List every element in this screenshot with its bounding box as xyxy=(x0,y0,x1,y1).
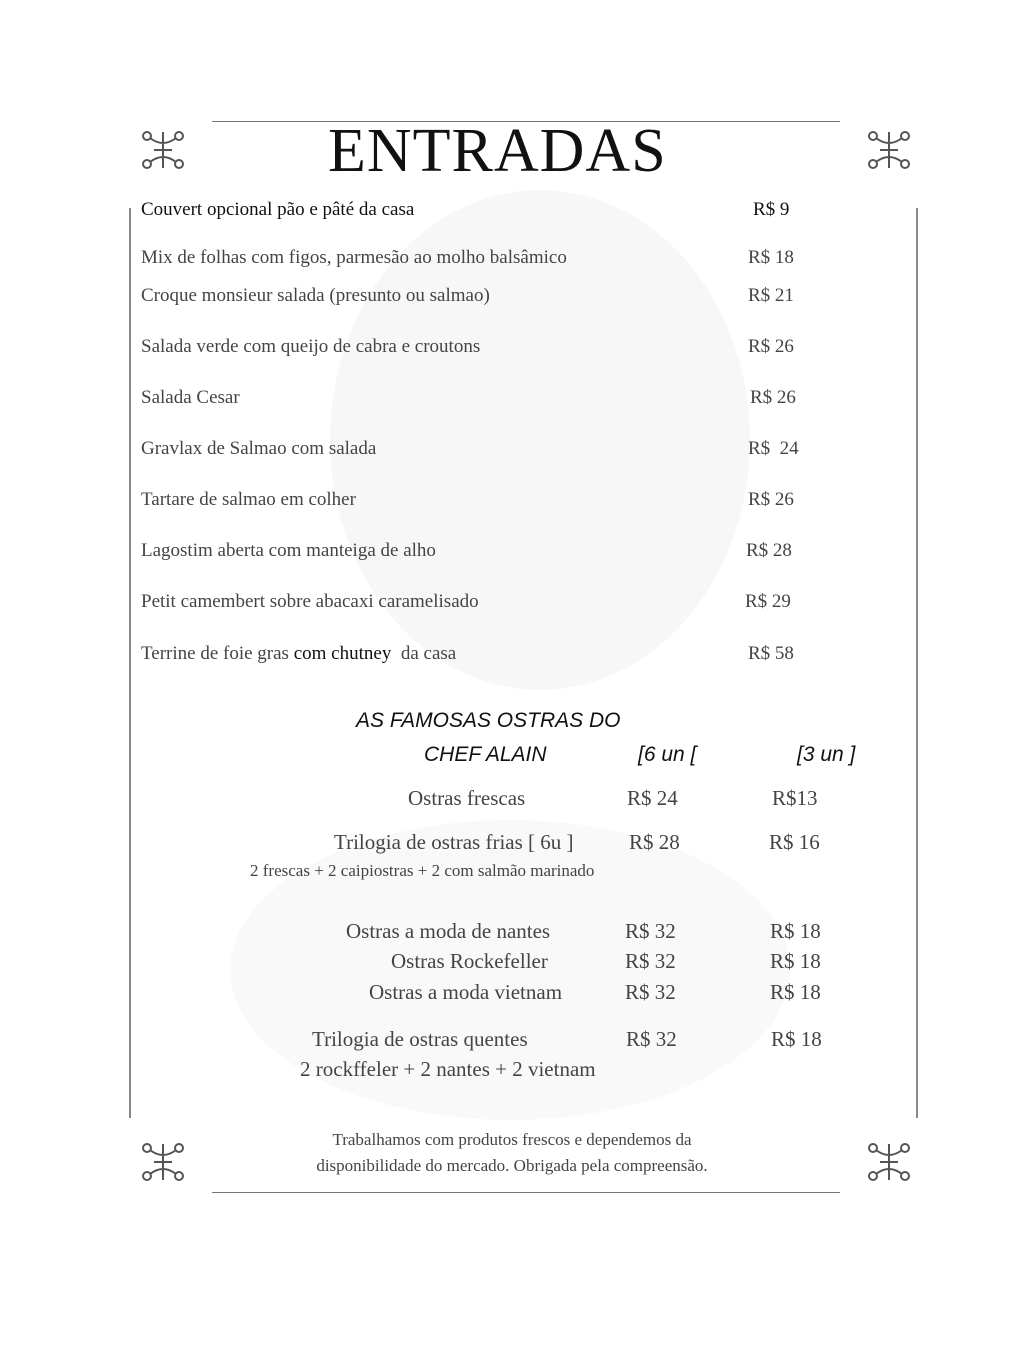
oyster-price-3: R$13 xyxy=(772,786,818,810)
oyster-price-6: R$ 32 xyxy=(626,1027,677,1051)
menu-item-name: Lagostim aberta com manteiga de alho xyxy=(141,540,436,561)
oyster-price-6: R$ 28 xyxy=(629,830,680,854)
menu-item-name-part: da casa xyxy=(391,643,457,664)
menu-item-price: R$ 24 xyxy=(748,438,799,459)
oyster-item-name: Ostras frescas xyxy=(408,786,526,810)
column-header-3: [3 un ] xyxy=(797,743,856,766)
footer-line: disponibilidade do mercado. Obrigada pela compreensão. xyxy=(316,1156,708,1175)
menu-item-name: Croque monsieur salada (presunto ou salmao) xyxy=(141,285,490,306)
oyster-price-6: R$ 32 xyxy=(625,980,676,1004)
menu-item-price: R$ 9 xyxy=(753,199,790,220)
menu-item-name: Salada Cesar xyxy=(141,387,240,408)
menu-item-price: R$ 26 xyxy=(748,336,794,357)
page-title: ENTRADAS xyxy=(328,117,667,185)
footer-line: Trabalhamos com produtos frescos e dependemos da xyxy=(332,1130,692,1149)
menu-item-name: Petit camembert sobre abacaxi caramelisado xyxy=(141,591,479,612)
oyster-item-name: Trilogia de ostras frias [ 6u ] xyxy=(334,830,574,854)
section-heading: CHEF ALAIN xyxy=(424,743,547,766)
oyster-price-3: R$ 18 xyxy=(770,919,821,943)
menu-item-price: R$ 58 xyxy=(748,643,794,664)
oyster-price-6: R$ 24 xyxy=(627,786,678,810)
menu-item-name: Salada verde com queijo de cabra e croutons xyxy=(141,336,481,357)
right-border xyxy=(916,208,918,1118)
oyster-price-6: R$ 32 xyxy=(625,919,676,943)
flourish-icon xyxy=(140,128,186,172)
oyster-item-name: Ostras Rockefeller xyxy=(391,949,548,973)
oyster-price-3: R$ 16 xyxy=(769,830,820,854)
oyster-item-name: Trilogia de ostras quentes xyxy=(312,1027,528,1051)
menu-item-price: R$ 18 xyxy=(748,247,794,268)
oyster-price-6: R$ 32 xyxy=(625,949,676,973)
menu-item-price: R$ 21 xyxy=(748,285,794,306)
oyster-item-description: 2 rockffeler + 2 nantes + 2 vietnam xyxy=(300,1057,596,1081)
oyster-item-name: Ostras a moda de nantes xyxy=(346,919,551,943)
flourish-icon xyxy=(140,1140,186,1184)
menu-item-price: R$ 28 xyxy=(746,540,792,561)
section-heading: AS FAMOSAS OSTRAS DO xyxy=(356,709,621,732)
oyster-price-3: R$ 18 xyxy=(770,980,821,1004)
left-border xyxy=(129,208,131,1118)
menu-item-price: R$ 29 xyxy=(745,591,791,612)
oyster-item-description: 2 frescas + 2 caipiostras + 2 com salmão marinado xyxy=(250,861,595,880)
flourish-icon xyxy=(866,1140,912,1184)
menu-item-name xyxy=(141,643,456,665)
oyster-item-name: Ostras a moda vietnam xyxy=(369,980,563,1004)
menu-item-name-part: com chutney xyxy=(293,643,392,664)
oyster-price-3: R$ 18 xyxy=(771,1027,822,1051)
menu-item-name: Couvert opcional pão e pâté da casa xyxy=(141,199,415,220)
menu-item-name: Tartare de salmao em colher xyxy=(141,489,356,510)
bottom-rule xyxy=(212,1192,840,1193)
oyster-price-3: R$ 18 xyxy=(770,949,821,973)
footer-note xyxy=(252,1127,772,1179)
menu-item-price: R$ 26 xyxy=(748,489,794,510)
flourish-icon xyxy=(866,128,912,172)
menu-item-price: R$ 26 xyxy=(750,387,796,408)
menu-item-name: Mix de folhas com figos, parmesão ao molho balsâmico xyxy=(141,247,567,268)
column-header-6: [6 un [ xyxy=(638,743,697,766)
menu-item-name: Gravlax de Salmao com salada xyxy=(141,438,377,459)
menu-item-name-part: Terrine de foie gras xyxy=(141,643,294,664)
